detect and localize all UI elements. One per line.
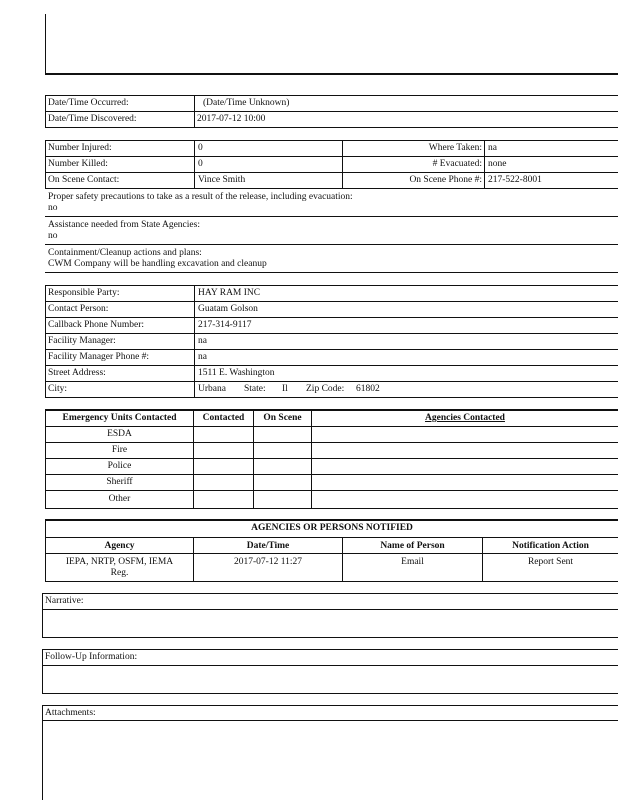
units-header-onscene: On Scene: [263, 413, 302, 423]
unit-row-fire: Fire: [111, 445, 128, 455]
notified-datetime: 2017-07-12 11:27: [234, 557, 302, 567]
manager-phone-value: na: [198, 352, 207, 362]
killed-value: 0: [198, 159, 203, 169]
zip-label: Zip Code:: [306, 384, 345, 394]
notified-header-person: Name of Person: [380, 541, 445, 551]
unit-row-esda: ESDA: [107, 429, 132, 439]
evacuated-value: none: [488, 159, 507, 169]
narrative-label: Narrative:: [45, 596, 84, 606]
callback-label: Callback Phone Number:: [48, 320, 145, 330]
contact-person-label: Contact Person:: [48, 304, 109, 314]
units-header-contacted: Contacted: [202, 413, 245, 423]
evacuated-label: # Evacuated:: [432, 159, 482, 169]
notified-action: Report Sent: [527, 557, 574, 567]
cleanup-label: Containment/Cleanup actions and plans:: [48, 248, 202, 258]
discovered-label: Date/Time Discovered:: [48, 114, 137, 124]
safety-label: Proper safety precautions to take as a result of the release, including evacuation:: [48, 192, 353, 202]
manager-label: Facility Manager:: [48, 336, 116, 346]
where-taken-value: na: [488, 143, 497, 153]
street-label: Street Address:: [48, 368, 106, 378]
notified-person: Email: [401, 557, 424, 567]
state-label: State:: [244, 384, 266, 394]
occurred-label: Date/Time Occurred:: [48, 98, 129, 108]
header-frame-left: [45, 14, 46, 74]
units-header-unit: Emergency Units Contacted: [62, 413, 177, 423]
callback-value: 217-314-9117: [198, 320, 252, 330]
manager-phone-label: Facility Manager Phone #:: [48, 352, 150, 362]
city-label: City:: [48, 384, 68, 394]
safety-value: no: [48, 203, 58, 213]
discovered-value: 2017-07-12 10:00: [197, 114, 266, 124]
onscene-phone-value: 217-522-8001: [488, 175, 542, 185]
injured-value: 0: [198, 143, 203, 153]
manager-value: na: [198, 336, 207, 346]
zip-value: 61802: [356, 384, 380, 394]
attachments-label: Attachments:: [45, 708, 96, 718]
notified-header-datetime: Date/Time: [246, 541, 290, 551]
notified-agency-line1: IEPA, NRTP, OSFM, IEMA: [65, 557, 174, 567]
notified-title: AGENCIES OR PERSONS NOTIFIED: [251, 523, 413, 533]
responsible-value: HAY RAM INC: [198, 288, 261, 298]
cleanup-value: CWM Company will be handling excavation and cleanup: [48, 259, 267, 269]
assistance-label: Assistance needed from State Agencies:: [48, 220, 200, 230]
notified-header-agency: Agency: [104, 541, 135, 551]
city-value: Urbana: [198, 384, 226, 394]
unit-row-sheriff: Sheriff: [106, 477, 133, 487]
state-value: Il: [282, 384, 288, 394]
unit-row-police: Police: [107, 461, 132, 471]
injured-label: Number Injured:: [48, 143, 112, 153]
followup-label: Follow-Up Information:: [45, 652, 138, 662]
unit-row-other: Other: [108, 494, 131, 504]
where-taken-label: Where Taken:: [428, 143, 482, 153]
onscene-contact-label: On Scene Contact:: [48, 175, 120, 185]
assistance-value: no: [48, 231, 58, 241]
header-frame-bottom: [45, 73, 618, 75]
onscene-phone-label: On Scene Phone #:: [409, 175, 482, 185]
killed-label: Number Killed:: [48, 159, 108, 169]
notified-agency-line2: Reg.: [110, 568, 129, 578]
responsible-label: Responsible Party:: [48, 288, 120, 298]
onscene-contact-value: Vince Smith: [198, 175, 246, 185]
contact-person-value: Guatam Golson: [198, 304, 258, 314]
occurred-value: (Date/Time Unknown): [203, 98, 290, 108]
street-value: 1511 E. Washington: [198, 368, 275, 378]
units-header-agencies: Agencies Contacted: [425, 413, 505, 423]
notified-header-action: Notification Action: [512, 541, 589, 551]
